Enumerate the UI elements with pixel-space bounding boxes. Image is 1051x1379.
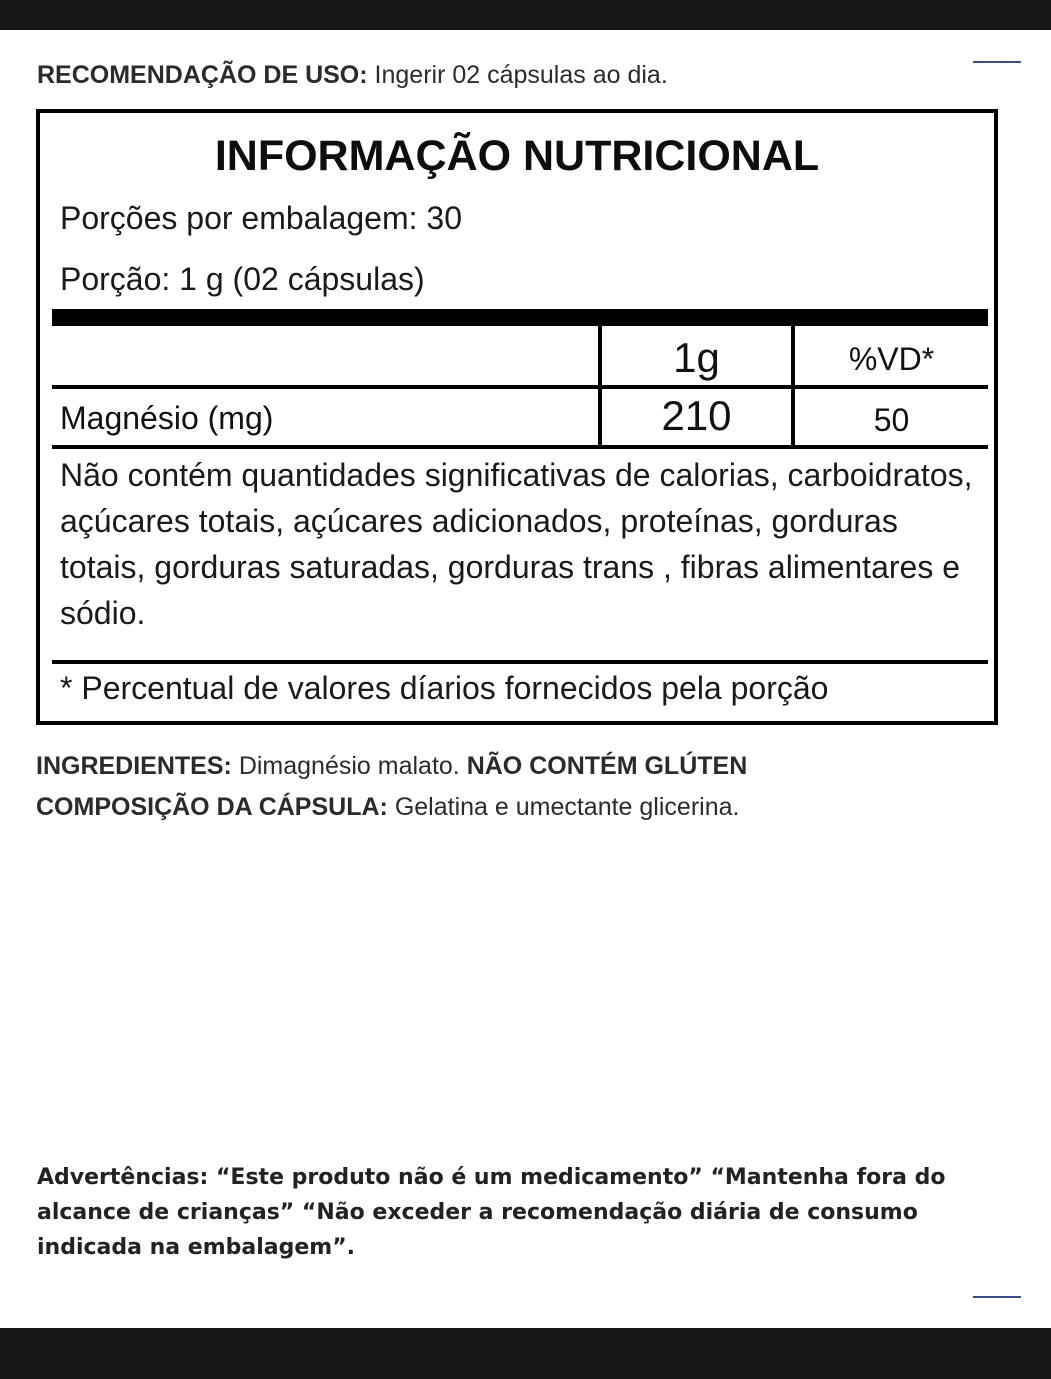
usage-recommendation bbox=[37, 60, 668, 90]
accent-line-bottom bbox=[973, 1296, 1021, 1298]
nutrient-daily-value: 50 bbox=[873, 402, 910, 438]
gluten-statement: NÃO CONTÉM GLÚTEN bbox=[466, 752, 748, 780]
daily-value-column-header: %VD* bbox=[848, 341, 935, 377]
capsule-composition-label: COMPOSIÇÃO DA CÁPSULA: bbox=[36, 793, 388, 821]
row-divider-nutrient bbox=[52, 445, 988, 449]
ingredients-label: INGREDIENTES: bbox=[36, 752, 232, 780]
daily-value-footnote: * Percentual de valores díarios fornecidos pela porção bbox=[60, 670, 829, 706]
nutrient-name: Magnésio (mg) bbox=[60, 400, 274, 436]
serving-size: Porção: 1 g (02 cápsulas) bbox=[60, 261, 425, 297]
nutrition-facts-panel bbox=[36, 109, 998, 725]
row-divider-footnote bbox=[52, 660, 988, 664]
ingredients-line bbox=[36, 751, 747, 781]
ingredients-text: Dimagnésio malato. bbox=[238, 752, 460, 780]
usage-recommendation-label: RECOMENDAÇÃO DE USO: bbox=[37, 61, 368, 89]
nutrient-amount: 210 bbox=[661, 392, 732, 439]
row-divider-header bbox=[52, 385, 988, 389]
capsule-composition-line bbox=[36, 792, 739, 822]
thick-divider bbox=[52, 309, 988, 326]
accent-line-top bbox=[973, 61, 1021, 63]
warnings-text: Advertências: “Este produto não é um medicamento” “Mantenha fora do alcance de crianças” “Não exceder a recomendação diária de consumo indicada na embalagem”. bbox=[37, 1165, 946, 1260]
capsule-composition-text: Gelatina e umectante glicerina. bbox=[394, 793, 740, 821]
usage-recommendation-text: Ingerir 02 cápsulas ao dia. bbox=[374, 61, 668, 89]
not-significant-note: Não contém quantidades significativas de calorias, carboidratos, açúcares totais, açúcares adicionados, proteínas, gorduras totais, gorduras saturadas, gorduras trans , fibras alimentares e sódio. bbox=[60, 457, 973, 631]
servings-per-package: Porções por embalagem: 30 bbox=[60, 200, 462, 236]
bottom-dark-bar bbox=[0, 1328, 1051, 1379]
panel-title: INFORMAÇÃO NUTRICIONAL bbox=[214, 132, 820, 180]
top-dark-bar bbox=[0, 0, 1051, 30]
amount-column-header: 1g bbox=[673, 334, 720, 381]
